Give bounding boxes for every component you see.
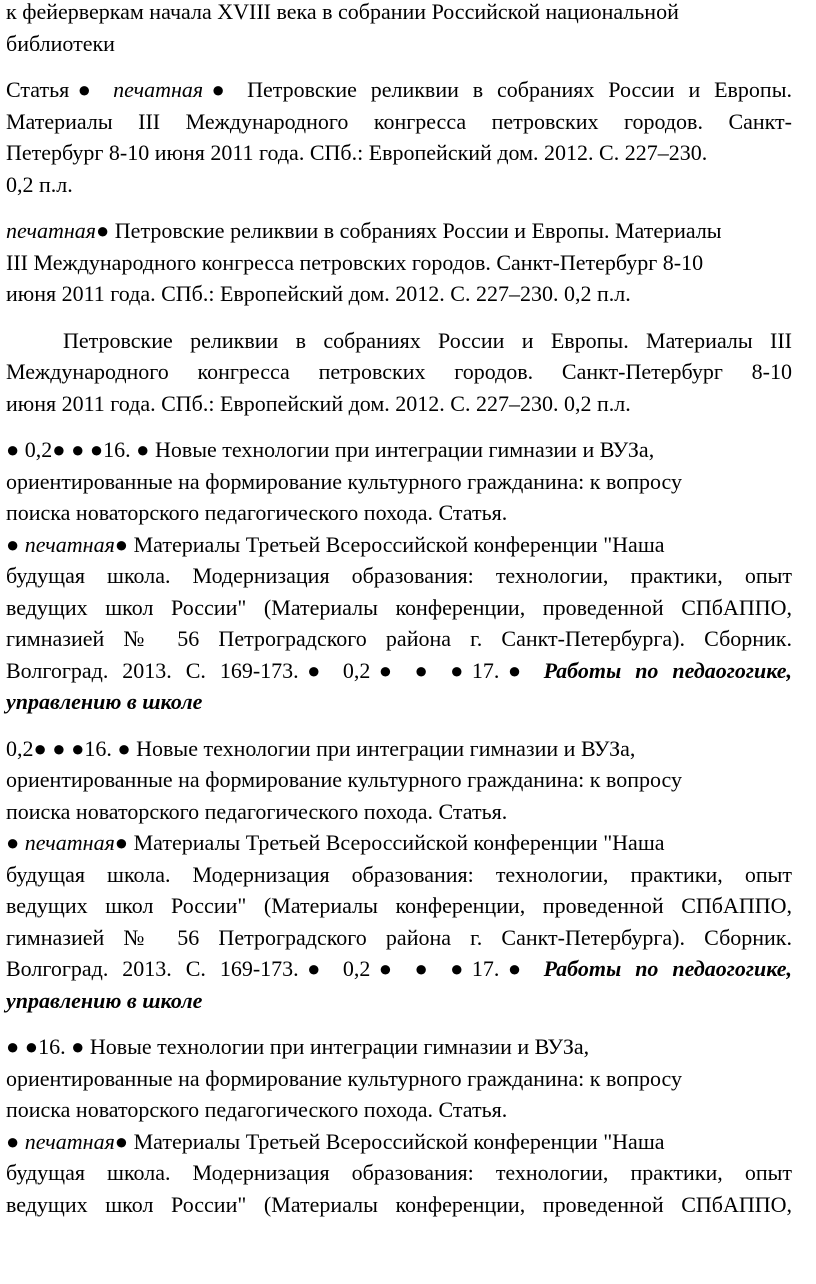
paragraph-printed-relics bbox=[6, 215, 792, 310]
text-line: Материалы III Международного конгресса петровских городов. Санкт- bbox=[6, 108, 792, 134]
text-line: будущая школа. Модернизация образования: технологии, практики, опыт bbox=[6, 563, 792, 588]
text-line: поиска новаторского педагогического похода. Статья. bbox=[6, 1097, 508, 1122]
text-line: Волгоград. 2013. С. 169-173.● 0,2● ● ●17.● Работы по педаогогике, bbox=[6, 657, 792, 683]
text-line: поиска новаторского педагогического похода. Статья. bbox=[6, 798, 508, 824]
text-line: Петровские реликвии в собраниях России и Европы. Материалы III bbox=[63, 327, 792, 353]
text-line: Волгоград. 2013. С. 169-173.● 0,2● ● ●17.● Работы по педаогогике, bbox=[6, 956, 792, 981]
paragraph-technologies-3 bbox=[6, 1031, 792, 1220]
text-line: III Международного конгресса петровских городов. Санкт-Петербург 8-10 bbox=[6, 249, 704, 275]
text-line: ● печатная● Материалы Третьей Всероссийской конференции "Наша bbox=[6, 531, 665, 557]
paragraph-library-fireworks bbox=[6, 0, 792, 59]
text-line: печатная● Петровские реликвии в собраниях России и Европы. Материалы bbox=[6, 218, 722, 243]
text-line: будущая школа. Модернизация образования: технологии, практики, опыт bbox=[6, 1160, 792, 1185]
text-line: будущая школа. Модернизация образования: технологии, практики, опыт bbox=[6, 861, 792, 887]
italic-label: печатная bbox=[113, 77, 204, 102]
paragraph-technologies-1 bbox=[6, 434, 792, 718]
paragraph-article-relics bbox=[6, 74, 792, 200]
text-line: Статья● печатная● Петровские реликвии в собраниях России и Европы. bbox=[6, 77, 792, 102]
text-line: к фейерверкам начала XVIII века в собрании Российской национальной bbox=[6, 0, 679, 24]
italic-label: печатная bbox=[24, 830, 115, 855]
section-heading: Работы по педаогогике, bbox=[543, 657, 792, 683]
text-line: 0,2● ● ●16. ● Новые технологии при интеграции гимназии и ВУЗа, bbox=[6, 735, 636, 761]
text-line: библиотеки bbox=[6, 30, 115, 56]
text-line: ● печатная● Материалы Третьей Всероссийской конференции "Наша bbox=[6, 830, 665, 855]
text-line: поиска новаторского педагогического похода. Статья. bbox=[6, 500, 508, 525]
text-line: ● 0,2● ● ●16. ● Новые технологии при интеграции гимназии и ВУЗа, bbox=[6, 437, 655, 462]
text-line: гимназией № 56 Петроградского района г. Санкт-Петербурга). Сборник. bbox=[6, 626, 792, 651]
text-line: ориентированные на формирование культурного гражданина: к вопросу bbox=[6, 1065, 683, 1091]
text-line: ведущих школ России" (Материалы конференции, проведенной СПбАППО, bbox=[6, 1191, 792, 1217]
text-line: ориентированные на формирование культурного гражданина: к вопросу bbox=[6, 767, 683, 792]
paragraph-relics-indented bbox=[6, 325, 792, 420]
italic-label: печатная bbox=[24, 1128, 115, 1154]
text-line: 0,2 п.л. bbox=[6, 171, 73, 197]
text-line: управлению в школе bbox=[6, 689, 203, 714]
paragraph-technologies-2 bbox=[6, 733, 792, 1017]
italic-label: печатная bbox=[24, 531, 115, 557]
text-line: Петербург 8-10 июня 2011 года. СПб.: Европейский дом. 2012. С. 227–230. bbox=[6, 140, 708, 165]
text-line: ● ●16. ● Новые технологии при интеграции гимназии и ВУЗа, bbox=[6, 1034, 590, 1059]
text-line: июня 2011 года. СПб.: Европейский дом. 2012. С. 227–230. 0,2 п.л. bbox=[6, 390, 631, 416]
text-line: ● печатная● Материалы Третьей Всероссийской конференции "Наша bbox=[6, 1128, 665, 1154]
italic-label: печатная bbox=[6, 218, 96, 243]
text-line: ориентированные на формирование культурного гражданина: к вопросу bbox=[6, 468, 683, 494]
text-line: Международного конгресса петровских городов. Санкт-Петербург 8-10 bbox=[6, 359, 792, 384]
text-line: ведущих школ России" (Материалы конференции, проведенной СПбАППО, bbox=[6, 893, 792, 918]
section-heading: Работы по педаогогике, bbox=[543, 956, 792, 981]
text-line: управлению в школе bbox=[6, 987, 203, 1013]
text-line: ведущих школ России" (Материалы конференции, проведенной СПбАППО, bbox=[6, 594, 792, 620]
text-line: июня 2011 года. СПб.: Европейский дом. 2012. С. 227–230. 0,2 п.л. bbox=[6, 281, 631, 306]
text-line: гимназией № 56 Петроградского района г. Санкт-Петербурга). Сборник. bbox=[6, 924, 792, 950]
